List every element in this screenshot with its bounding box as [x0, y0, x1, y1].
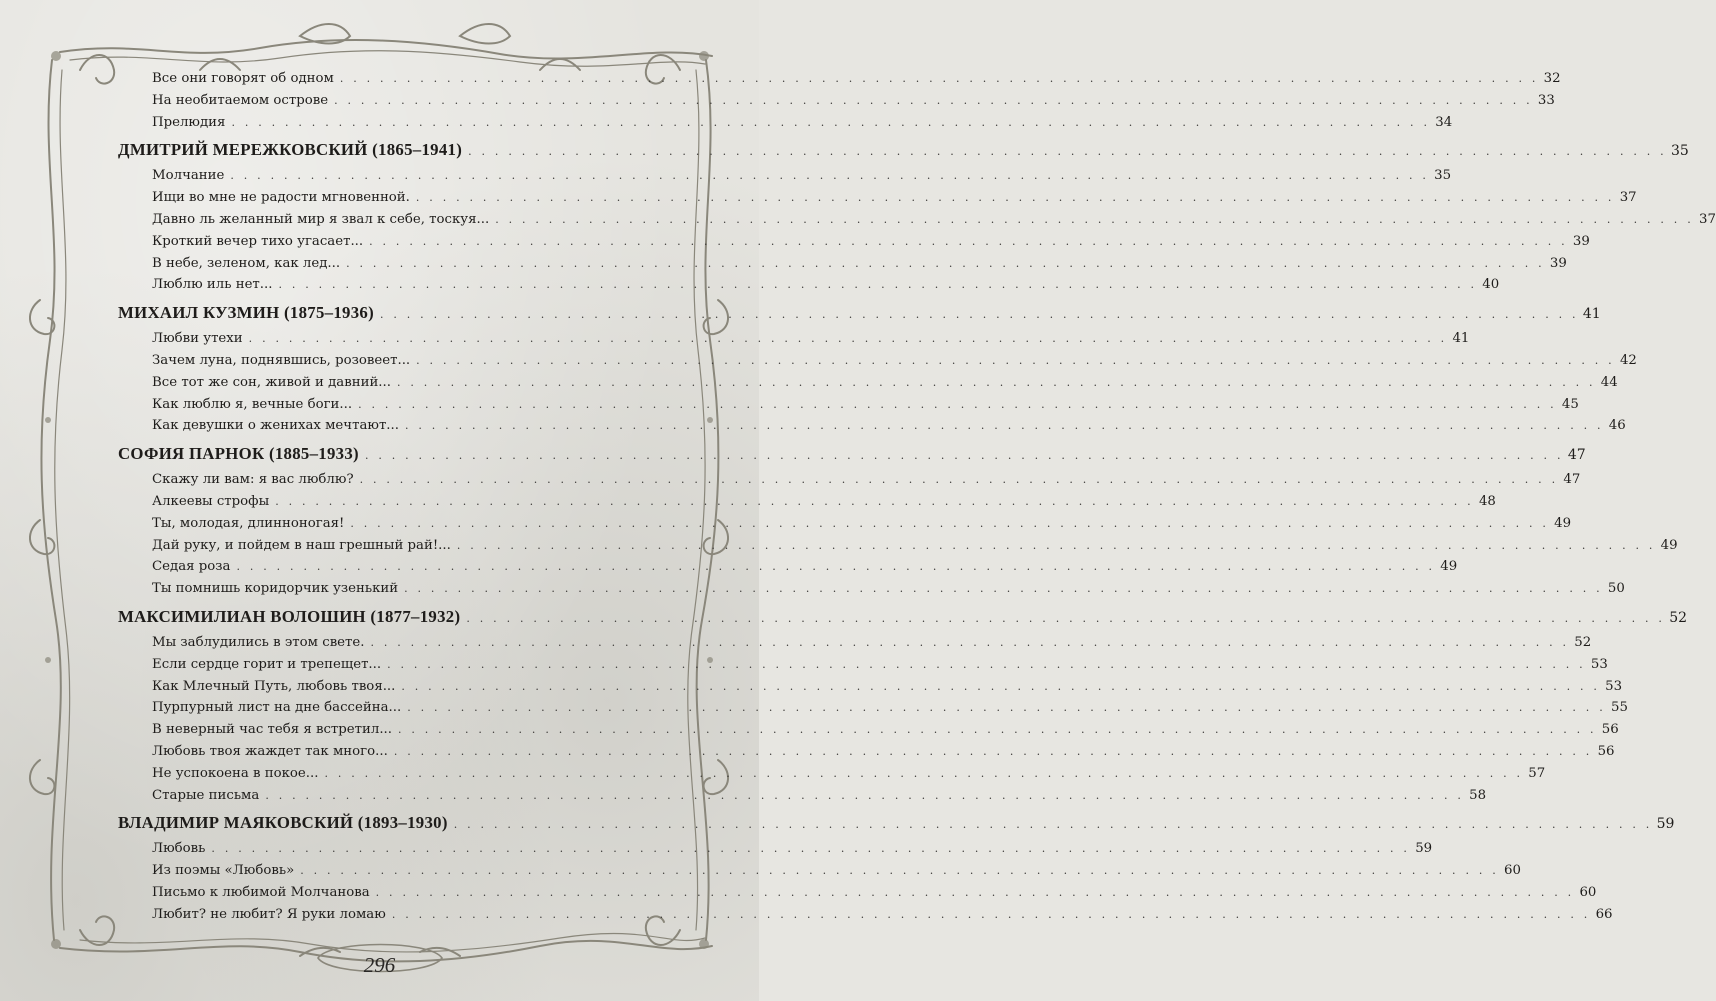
toc-author-heading — [118, 136, 1689, 164]
page-ref: 35 — [1671, 143, 1689, 160]
page-ref: 57 — [1528, 765, 1546, 781]
author-name: МИХАИЛ КУЗМИН (1875–1936) — [118, 303, 374, 323]
toc-entry — [118, 697, 1628, 719]
toc-entry — [118, 90, 1555, 112]
entry-title: Давно ль желанный мир я звал к себе, тоскуя... — [152, 211, 490, 227]
toc-author-heading — [118, 603, 1688, 631]
page-ref: 40 — [1482, 277, 1500, 293]
dot-leader: . . . . . . . . . . . . . . . . . . . . . . . . . . . . . . . . . . . . . . . . . . . . . . . . . . . . . . . . . . . . . . . . . . . . . . . . . . . . . . . . . . . . . . . . . . — [248, 332, 1448, 346]
toc-entry — [118, 741, 1615, 763]
entry-title: В небе, зеленом, как лед... — [152, 255, 341, 271]
dot-leader: . . . . . . . . . . . . . . . . . . . . . . . . . . . . . . . . . . . . . . . . . . . . . . . . . . . . . . . . . . . . . . . . . . . . . . . . . . . . . . . . . . . . . . . . . . — [415, 191, 1615, 205]
author-name: ДМИТРИЙ МЕРЕЖКОВСКИЙ (1865–1941) — [118, 140, 463, 160]
entry-title: Пурпурный лист на дне бассейна... — [152, 700, 402, 716]
dot-leader: . . . . . . . . . . . . . . . . . . . . . . . . . . . . . . . . . . . . . . . . . . . . . . . . . . . . . . . . . . . . . . . . . . . . . . . . . . . . . . . . . . . . . . . . . . — [346, 256, 1545, 270]
dot-leader: . . . . . . . . . . . . . . . . . . . . . . . . . . . . . . . . . . . . . . . . . . . . . . . . . . . . . . . . . . . . . . . . . . . . . . . . . . . . . . . . . . . . . . . . . . — [468, 145, 1667, 159]
dot-leader: . . . . . . . . . . . . . . . . . . . . . . . . . . . . . . . . . . . . . . . . . . . . . . . . . . . . . . . . . . . . . . . . . . . . . . . . . . . . . . . . . . . . . . . . . . — [416, 353, 1615, 367]
entry-title: Скажу ли вам: я вас люблю? — [152, 472, 354, 488]
dot-leader: . . . . . . . . . . . . . . . . . . . . . . . . . . . . . . . . . . . . . . . . . . . . . . . . . . . . . . . . . . . . . . . . . . . . . . . . . . . . . . . . . . . . . . . . . . — [407, 701, 1606, 715]
dot-leader: . . . . . . . . . . . . . . . . . . . . . . . . . . . . . . . . . . . . . . . . . . . . . . . . . . . . . . . . . . . . . . . . . . . . . . . . . . . . . . . . . . . . . . . . . . — [387, 657, 1586, 671]
toc-entry — [118, 187, 1637, 209]
page-ref: 50 — [1607, 581, 1625, 597]
dot-leader: . . . . . . . . . . . . . . . . . . . . . . . . . . . . . . . . . . . . . . . . . . . . . . . . . . . . . . . . . . . . . . . . . . . . . . . . . . . . . . . . . . . . . . . . . . — [364, 449, 1564, 463]
dot-leader: . . . . . . . . . . . . . . . . . . . . . . . . . . . . . . . . . . . . . . . . . . . . . . . . . . . . . . . . . . . . . . . . . . . . . . . . . . . . . . . . . . . . . . . . . . — [300, 864, 1499, 878]
dot-leader: . . . . . . . . . . . . . . . . . . . . . . . . . . . . . . . . . . . . . . . . . . . . . . . . . . . . . . . . . . . . . . . . . . . . . . . . . . . . . . . . . . . . . . . . . . — [391, 907, 1591, 921]
page-ref: 55 — [1610, 700, 1628, 716]
toc-entry — [118, 350, 1637, 372]
toc-entry — [118, 719, 1619, 741]
entry-title: Как люблю я, вечные боги... — [152, 396, 353, 412]
entry-title: Молчание — [152, 168, 225, 184]
page-number: 296 — [363, 953, 396, 977]
page-ref: 42 — [1619, 352, 1637, 368]
toc-entry — [118, 328, 1470, 350]
page-ref: 56 — [1601, 722, 1619, 738]
page-ref: 46 — [1608, 418, 1626, 434]
dot-leader: . . . . . . . . . . . . . . . . . . . . . . . . . . . . . . . . . . . . . . . . . . . . . . . . . . . . . . . . . . . . . . . . . . . . . . . . . . . . . . . . . . . . . . . . . . — [265, 788, 1465, 802]
toc-entry — [118, 231, 1590, 253]
dot-leader: . . . . . . . . . . . . . . . . . . . . . . . . . . . . . . . . . . . . . . . . . . . . . . . . . . . . . . . . . . . . . . . . . . . . . . . . . . . . . . . . . . . . . . . . . . — [359, 473, 1559, 487]
entry-title: Любовь — [152, 841, 206, 857]
toc-entry — [118, 68, 1561, 90]
entry-title: Все тот же сон, живой и давний... — [152, 374, 391, 390]
dot-leader: . . . . . . . . . . . . . . . . . . . . . . . . . . . . . . . . . . . . . . . . . . . . . . . . . . . . . . . . . . . . . . . . . . . . . . . . . . . . . . . . . . . . . . . . . . — [370, 635, 1570, 649]
dot-leader: . . . . . . . . . . . . . . . . . . . . . . . . . . . . . . . . . . . . . . . . . . . . . . . . . . . . . . . . . . . . . . . . . . . . . . . . . . . . . . . . . . . . . . . . . . — [404, 582, 1603, 596]
dot-leader: . . . . . . . . . . . . . . . . . . . . . . . . . . . . . . . . . . . . . . . . . . . . . . . . . . . . . . . . . . . . . . . . . . . . . . . . . . . . . . . . . . . . . . . . . . — [405, 419, 1604, 433]
toc-entry — [118, 253, 1567, 275]
page-ref: 47 — [1563, 472, 1581, 488]
table-of-contents — [118, 68, 1716, 926]
toc-entry — [118, 112, 1453, 134]
dot-leader: . . . . . . . . . . . . . . . . . . . . . . . . . . . . . . . . . . . . . . . . . . . . . . . . . . . . . . . . . . . . . . . . . . . . . . . . . . . . . . . . . . . . . . . . . . — [278, 278, 1478, 292]
entry-title: Если сердце горит и трепещет... — [152, 656, 382, 672]
toc-entry — [118, 415, 1626, 437]
toc-entry — [118, 904, 1613, 926]
toc-entry — [118, 632, 1592, 654]
page-ref: 53 — [1605, 678, 1623, 694]
page-ref: 41 — [1452, 331, 1470, 347]
toc-entry — [118, 882, 1597, 904]
page-ref: 49 — [1554, 515, 1572, 531]
dot-leader: . . . . . . . . . . . . . . . . . . . . . . . . . . . . . . . . . . . . . . . . . . . . . . . . . . . . . . . . . . . . . . . . . . . . . . . . . . . . . . . . . . . . . . . . . . — [358, 397, 1557, 411]
page-ref: 44 — [1600, 374, 1618, 390]
dot-leader: . . . . . . . . . . . . . . . . . . . . . . . . . . . . . . . . . . . . . . . . . . . . . . . . . . . . . . . . . . . . . . . . . . . . . . . . . . . . . . . . . . . . . . . . . . — [275, 494, 1474, 508]
dot-leader: . . . . . . . . . . . . . . . . . . . . . . . . . . . . . . . . . . . . . . . . . . . . . . . . . . . . . . . . . . . . . . . . . . . . . . . . . . . . . . . . . . . . . . . . . . — [369, 234, 1568, 248]
toc-entry — [118, 654, 1608, 676]
page-ref: 49 — [1440, 559, 1458, 575]
page-ref: 49 — [1660, 537, 1678, 553]
entry-title: Мы заблудились в этом свете. — [152, 634, 365, 650]
entry-title: Письмо к любимой Молчанова — [152, 884, 370, 900]
entry-title: Из поэмы «Любовь» — [152, 863, 295, 879]
entry-title: Любви утехи — [152, 331, 243, 347]
dot-leader: . . . . . . . . . . . . . . . . . . . . . . . . . . . . . . . . . . . . . . . . . . . . . . . . . . . . . . . . . . . . . . . . . . . . . . . . . . . . . . . . . . . . . . . . . . — [339, 72, 1539, 85]
toc-entry — [118, 372, 1618, 394]
page-ref: 32 — [1543, 71, 1561, 86]
entry-title: Дай руку, и пойдем в наш грешный рай!... — [152, 537, 451, 553]
toc-entry — [118, 676, 1623, 698]
page-ref: 56 — [1597, 743, 1615, 759]
toc-entry — [118, 513, 1572, 535]
entry-title: Седая роза — [152, 559, 231, 575]
page-ref: 35 — [1434, 168, 1452, 184]
dot-leader: . . . . . . . . . . . . . . . . . . . . . . . . . . . . . . . . . . . . . . . . . . . . . . . . . . . . . . . . . . . . . . . . . . . . . . . . . . . . . . . . . . . . . . . . . . — [398, 723, 1597, 737]
dot-leader: . . . . . . . . . . . . . . . . . . . . . . . . . . . . . . . . . . . . . . . . . . . . . . . . . . . . . . . . . . . . . . . . . . . . . . . . . . . . . . . . . . . . . . . . . . — [393, 744, 1593, 758]
entry-title: Люблю иль нет... — [152, 277, 273, 293]
toc-author-heading — [118, 809, 1675, 837]
entry-title: Как Млечный Путь, любовь твоя... — [152, 678, 396, 694]
page-ref: 53 — [1590, 656, 1608, 672]
dot-leader: . . . . . . . . . . . . . . . . . . . . . . . . . . . . . . . . . . . . . . . . . . . . . . . . . . . . . . . . . . . . . . . . . . . . . . . . . . . . . . . . . . . . . . . . . . — [397, 375, 1596, 389]
entry-title: Не успокоена в покое... — [152, 765, 319, 781]
toc-author-heading — [118, 299, 1601, 327]
entry-title: Кроткий вечер тихо угасает... — [152, 233, 364, 249]
entry-title: Любовь твоя жаждет так много... — [152, 743, 388, 759]
entry-title: Все они говорят об одном — [152, 71, 334, 86]
page-ref: 48 — [1478, 493, 1496, 509]
page-ref: 37 — [1698, 211, 1716, 227]
toc-entry — [118, 860, 1521, 882]
dot-leader: . . . . . . . . . . . . . . . . . . . . . . . . . . . . . . . . . . . . . . . . . . . . . . . . . . . . . . . . . . . . . . . . . . . . . . . . . . . . . . . . . . . . . . . . . . — [466, 611, 1666, 625]
toc-author-heading — [118, 440, 1586, 468]
page-ref: 33 — [1537, 92, 1555, 108]
page-ref: 60 — [1579, 884, 1597, 900]
dot-leader: . . . . . . . . . . . . . . . . . . . . . . . . . . . . . . . . . . . . . . . . . . . . . . . . . . . . . . . . . . . . . . . . . . . . . . . . . . . . . . . . . . . . . . . . . . — [231, 115, 1431, 129]
entry-title: Как девушки о женихах мечтают... — [152, 418, 399, 434]
toc-entry — [118, 556, 1458, 578]
toc-entry — [118, 469, 1581, 491]
page-ref: 59 — [1415, 841, 1433, 857]
toc-entry — [118, 394, 1579, 416]
page-ref: 47 — [1567, 447, 1586, 464]
page-ref: 58 — [1469, 787, 1487, 803]
dot-leader: . . . . . . . . . . . . . . . . . . . . . . . . . . . . . . . . . . . . . . . . . . . . . . . . . . . . . . . . . . . . . . . . . . . . . . . . . . . . . . . . . . . . . . . . . . — [495, 212, 1694, 226]
page-ref: 66 — [1595, 906, 1613, 922]
dot-leader: . . . . . . . . . . . . . . . . . . . . . . . . . . . . . . . . . . . . . . . . . . . . . . . . . . . . . . . . . . . . . . . . . . . . . . . . . . . . . . . . . . . . . . . . . . — [211, 842, 1411, 856]
toc-entry — [118, 763, 1546, 785]
toc-entry — [118, 535, 1678, 557]
page-ref: 39 — [1572, 233, 1590, 249]
page-ref: 52 — [1574, 634, 1592, 650]
dot-leader: . . . . . . . . . . . . . . . . . . . . . . . . . . . . . . . . . . . . . . . . . . . . . . . . . . . . . . . . . . . . . . . . . . . . . . . . . . . . . . . . . . . . . . . . . . — [334, 93, 1533, 107]
dot-leader: . . . . . . . . . . . . . . . . . . . . . . . . . . . . . . . . . . . . . . . . . . . . . . . . . . . . . . . . . . . . . . . . . . . . . . . . . . . . . . . . . . . . . . . . . . — [230, 169, 1430, 183]
dot-leader: . . . . . . . . . . . . . . . . . . . . . . . . . . . . . . . . . . . . . . . . . . . . . . . . . . . . . . . . . . . . . . . . . . . . . . . . . . . . . . . . . . . . . . . . . . — [401, 679, 1601, 693]
toc-entry — [118, 785, 1487, 807]
author-name: ВЛАДИМИР МАЯКОВСКИЙ (1893–1930) — [118, 813, 448, 833]
toc-entry — [118, 838, 1433, 860]
entry-title: Алкеевы строфы — [152, 493, 270, 509]
author-name: СОФИЯ ПАРНОК (1885–1933) — [118, 444, 359, 464]
dot-leader: . . . . . . . . . . . . . . . . . . . . . . . . . . . . . . . . . . . . . . . . . . . . . . . . . . . . . . . . . . . . . . . . . . . . . . . . . . . . . . . . . . . . . . . . . . — [350, 516, 1550, 530]
dot-leader: . . . . . . . . . . . . . . . . . . . . . . . . . . . . . . . . . . . . . . . . . . . . . . . . . . . . . . . . . . . . . . . . . . . . . . . . . . . . . . . . . . . . . . . . . . — [380, 308, 1579, 322]
dot-leader: . . . . . . . . . . . . . . . . . . . . . . . . . . . . . . . . . . . . . . . . . . . . . . . . . . . . . . . . . . . . . . . . . . . . . . . . . . . . . . . . . . . . . . . . . . — [324, 766, 1524, 780]
page-ref: 34 — [1435, 114, 1453, 130]
entry-title: Ты помнишь коридорчик узенький — [152, 581, 399, 597]
entry-title: На необитаемом острове — [152, 92, 329, 108]
entry-title: Ищи во мне не радости мгновенной. — [152, 190, 410, 206]
page-ref: 59 — [1656, 816, 1675, 833]
page-ref: 41 — [1582, 306, 1601, 323]
page-ref: 52 — [1669, 609, 1688, 626]
page-ref: 39 — [1549, 255, 1567, 271]
toc-entry — [118, 274, 1500, 296]
toc-entry — [118, 209, 1716, 231]
page-ref: 37 — [1619, 190, 1637, 206]
entry-title: Любит? не любит? Я руки ломаю — [152, 906, 386, 922]
entry-title: Ты, молодая, длинноногая! — [152, 515, 345, 531]
page-ref: 60 — [1504, 863, 1521, 879]
dot-leader: . . . . . . . . . . . . . . . . . . . . . . . . . . . . . . . . . . . . . . . . . . . . . . . . . . . . . . . . . . . . . . . . . . . . . . . . . . . . . . . . . . . . . . . . . . — [236, 560, 1436, 574]
toc-entry — [118, 165, 1452, 187]
dot-leader: . . . . . . . . . . . . . . . . . . . . . . . . . . . . . . . . . . . . . . . . . . . . . . . . . . . . . . . . . . . . . . . . . . . . . . . . . . . . . . . . . . . . . . . . . . — [456, 538, 1656, 552]
author-name: МАКСИМИЛИАН ВОЛОШИН (1877–1932) — [118, 606, 461, 626]
dot-leader: . . . . . . . . . . . . . . . . . . . . . . . . . . . . . . . . . . . . . . . . . . . . . . . . . . . . . . . . . . . . . . . . . . . . . . . . . . . . . . . . . . . . . . . . . . — [375, 885, 1575, 899]
entry-title: В неверный час тебя я встретил... — [152, 722, 392, 738]
toc-entry — [118, 578, 1625, 600]
dot-leader: . . . . . . . . . . . . . . . . . . . . . . . . . . . . . . . . . . . . . . . . . . . . . . . . . . . . . . . . . . . . . . . . . . . . . . . . . . . . . . . . . . . . . . . . . . — [453, 818, 1653, 832]
entry-title: Старые письма — [152, 787, 260, 803]
entry-title: Прелюдия — [152, 114, 226, 130]
page-ref: 45 — [1561, 396, 1579, 412]
entry-title: Зачем луна, поднявшись, розовеет... — [152, 352, 411, 368]
toc-entry — [118, 491, 1496, 513]
